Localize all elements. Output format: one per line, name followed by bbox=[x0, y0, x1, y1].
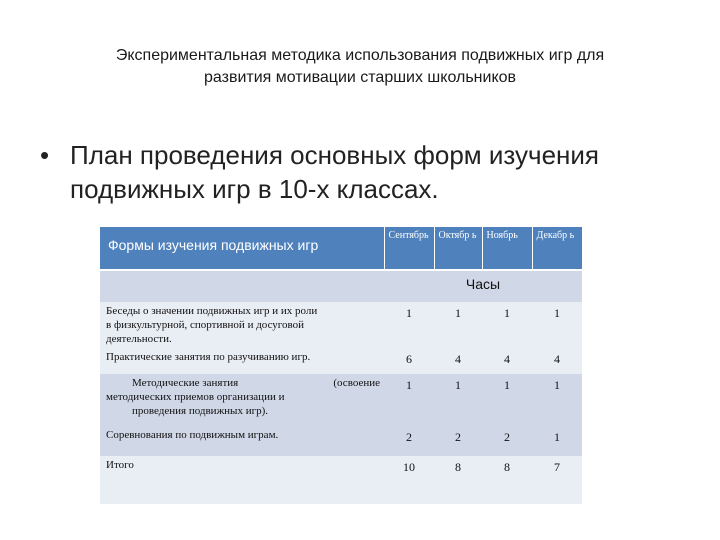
header-month-2: Октябр ь bbox=[434, 227, 482, 270]
activity-cell bbox=[100, 374, 384, 426]
total-value-cell: 8 bbox=[434, 456, 482, 504]
total-label: Итого bbox=[106, 459, 134, 471]
value-cell: 2 bbox=[384, 426, 434, 456]
value-cell: 2 bbox=[482, 426, 532, 456]
table-header-row bbox=[100, 227, 582, 270]
activity-line bbox=[106, 376, 380, 390]
value-cell: 1 bbox=[384, 374, 434, 426]
value-cell: 2 bbox=[434, 426, 482, 456]
activity-line-part: Методические занятия bbox=[132, 377, 239, 389]
hours-row bbox=[100, 270, 582, 302]
activity-line: Соревнования по подвижным играм. bbox=[106, 429, 279, 441]
value-cell: 4 bbox=[482, 348, 532, 374]
activity-line-part: (освоение bbox=[333, 377, 380, 389]
activity-line: Беседы о значении подвижных игр и их роли bbox=[106, 305, 318, 317]
hours-label: Часы bbox=[384, 270, 582, 302]
slide-title bbox=[40, 45, 680, 89]
table-row bbox=[100, 348, 582, 374]
activity-line: в физкультурной, спортивной и досуговой bbox=[106, 319, 305, 331]
activity-line: деятельности. bbox=[106, 333, 172, 345]
header-month-3: Ноябрь bbox=[482, 227, 532, 270]
value-cell: 1 bbox=[532, 426, 582, 456]
value-cell: 1 bbox=[482, 302, 532, 348]
table-row-total bbox=[100, 456, 582, 504]
value-cell: 4 bbox=[434, 348, 482, 374]
value-cell: 1 bbox=[434, 374, 482, 426]
total-value-cell: 10 bbox=[384, 456, 434, 504]
hours-empty-cell bbox=[100, 270, 384, 302]
value-cell: 1 bbox=[384, 302, 434, 348]
activity-cell bbox=[100, 302, 384, 348]
value-cell: 6 bbox=[384, 348, 434, 374]
activity-cell bbox=[100, 456, 384, 504]
activity-line: методических приемов организации и bbox=[106, 391, 285, 403]
value-cell: 1 bbox=[482, 374, 532, 426]
total-value-cell: 7 bbox=[532, 456, 582, 504]
value-cell: 1 bbox=[532, 302, 582, 348]
title-line-1: Экспериментальная методика использования подвижных игр для bbox=[115, 47, 605, 64]
activity-cell bbox=[100, 348, 384, 374]
table-row bbox=[100, 426, 582, 456]
bullet-dot-icon: • bbox=[40, 140, 50, 170]
header-month-4: Декабр ь bbox=[532, 227, 582, 270]
bullet-text: План проведения основных форм изучения подвижных игр в 10-х классах. bbox=[70, 140, 600, 204]
plan-table bbox=[100, 227, 583, 504]
title-line-2: развития мотивации старших школьников bbox=[203, 69, 517, 86]
table-row bbox=[100, 302, 582, 348]
table-row bbox=[100, 374, 582, 426]
activity-cell bbox=[100, 426, 384, 456]
activity-line: Практические занятия по разучиванию игр. bbox=[106, 351, 311, 363]
header-month-1: Сентябрь bbox=[384, 227, 434, 270]
header-forms: Формы изучения подвижных игр bbox=[100, 227, 384, 270]
value-cell: 1 bbox=[434, 302, 482, 348]
value-cell: 4 bbox=[532, 348, 582, 374]
value-cell: 1 bbox=[532, 374, 582, 426]
activity-line: проведения подвижных игр). bbox=[132, 405, 269, 417]
total-value-cell: 8 bbox=[482, 456, 532, 504]
